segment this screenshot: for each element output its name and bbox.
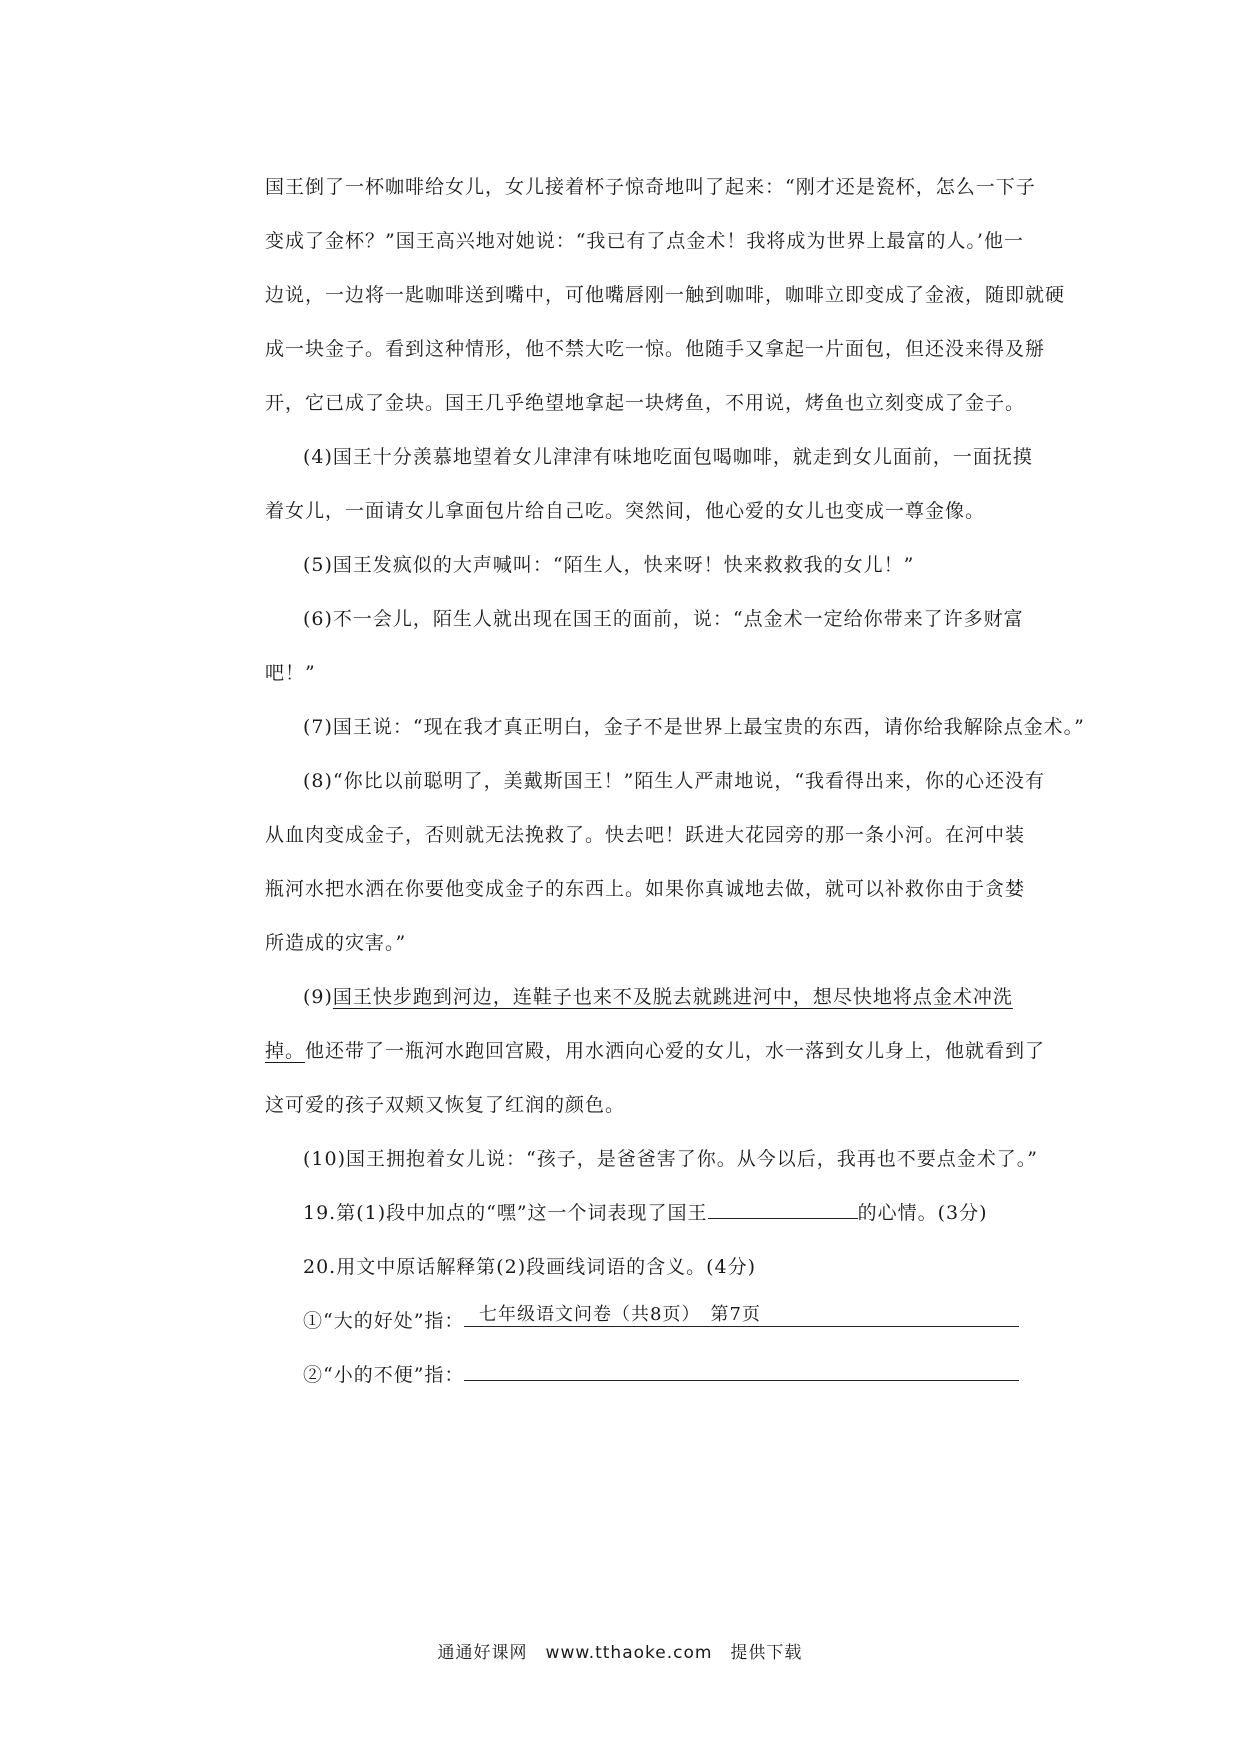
passage-line: 变成了金杯？”国王高兴地对她说：“我已有了点金术！我将成为世界上最富的人。’他一 [265, 230, 1024, 252]
paragraph-8-line: 瓶河水把水洒在你要他变成金子的东西上。如果你真诚地去做，就可以补救你由于贪婪 [265, 878, 1026, 900]
passage-line: 国王倒了一杯咖啡给女儿，女儿接着杯子惊奇地叫了起来：“刚才还是瓷杯，怎么一下子 [265, 176, 1036, 198]
paragraph-6-line: (6)不一会儿，陌生人就出现在国王的面前，说：“点金术一定给你带来了许多财富 [303, 608, 1024, 630]
paragraph-8-line: (8)“你比以前聪明了，美戴斯国王！”陌生人严肃地说，“我看得出来，你的心还没有 [303, 770, 1046, 792]
question-19-text: 19.第(1)段中加点的“嘿”这一个词表现了国王 [303, 1202, 708, 1224]
underlined-sentence: 国王快步跑到河边，连鞋子也来不及脱去就跳进河中，想尽快地将点金术冲洗 [332, 986, 1013, 1008]
question-20-item-2-label: ②“小的不便”指： [303, 1364, 465, 1386]
passage-line: 成一块金子。看到这种情形，他不禁大吃一惊。他随手又拿起一片面包，但还没来得及掰 [265, 338, 1046, 360]
paragraph-5: (5)国王发疯似的大声喊叫：“陌生人，快来呀！快来救救我的女儿！” [303, 554, 915, 576]
paragraph-9-line: 这可爱的孩子双颊又恢复了红润的颜色。 [265, 1094, 626, 1116]
question-20: 20.用文中原话解释第(2)段画线词语的含义。(4分) [303, 1256, 757, 1278]
site-credit: 通通好课网 www.tthaoke.com 提供下载 [437, 1643, 803, 1663]
paragraph-9-number: (9) [303, 986, 333, 1008]
paragraph-6-line: 吧！” [265, 662, 316, 684]
question-19-tail: 的心情。(3分) [857, 1202, 988, 1224]
paragraph-7: (7)国王说：“现在我才真正明白，金子不是世界上最宝贵的东西，请你给我解除点金术。” [303, 716, 1085, 738]
passage-body [265, 160, 1085, 1402]
passage-line: 开，它已成了金块。国王几乎绝望地拿起一块烤鱼，不用说，烤鱼也立刻变成了金子。 [265, 392, 1026, 414]
paragraph-10: (10)国王拥抱着女儿说：“孩子，是爸爸害了你。从今以后，我再也不要点金术了。” [303, 1148, 1038, 1170]
question-19 [265, 1186, 995, 1240]
paragraph-9-line [265, 970, 1013, 1024]
paragraph-4-line: 着女儿，一面请女儿拿面包片给自己吃。突然间，他心爱的女儿也变成一尊金像。 [265, 500, 986, 522]
passage-line: 边说，一边将一匙咖啡送到嘴中，可他嘴唇刚一触到咖啡，咖啡立即变成了金液，随即就硬 [265, 284, 1066, 306]
answer-blank-20-2[interactable] [464, 1360, 1019, 1381]
paragraph-4-line: (4)国王十分羡慕地望着女儿津津有味地吃面包喝咖啡，就走到女儿面前，一面抚摸 [303, 446, 1033, 468]
question-20-item-2 [265, 1348, 995, 1402]
page-footer: 七年级语文问卷（共8页） 第7页 [479, 1304, 761, 1325]
paragraph-8-line: 所造成的灾害。” [265, 932, 407, 954]
paragraph-9-line [265, 1024, 1046, 1078]
paragraph-8-line: 从血肉变成金子，否则就无法挽救了。快去吧！跃进大花园旁的那一条小河。在河中装 [265, 824, 1026, 846]
underlined-sentence-end: 掉。 [265, 1040, 306, 1062]
question-20-item-1-label: ①“大的好处”指： [303, 1310, 465, 1332]
paragraph-9-text: 他还带了一瓶河水跑回宫殿，用水洒向心爱的女儿，水一落到女儿身上，他就看到了 [305, 1040, 1046, 1062]
answer-blank-19[interactable] [708, 1198, 858, 1219]
